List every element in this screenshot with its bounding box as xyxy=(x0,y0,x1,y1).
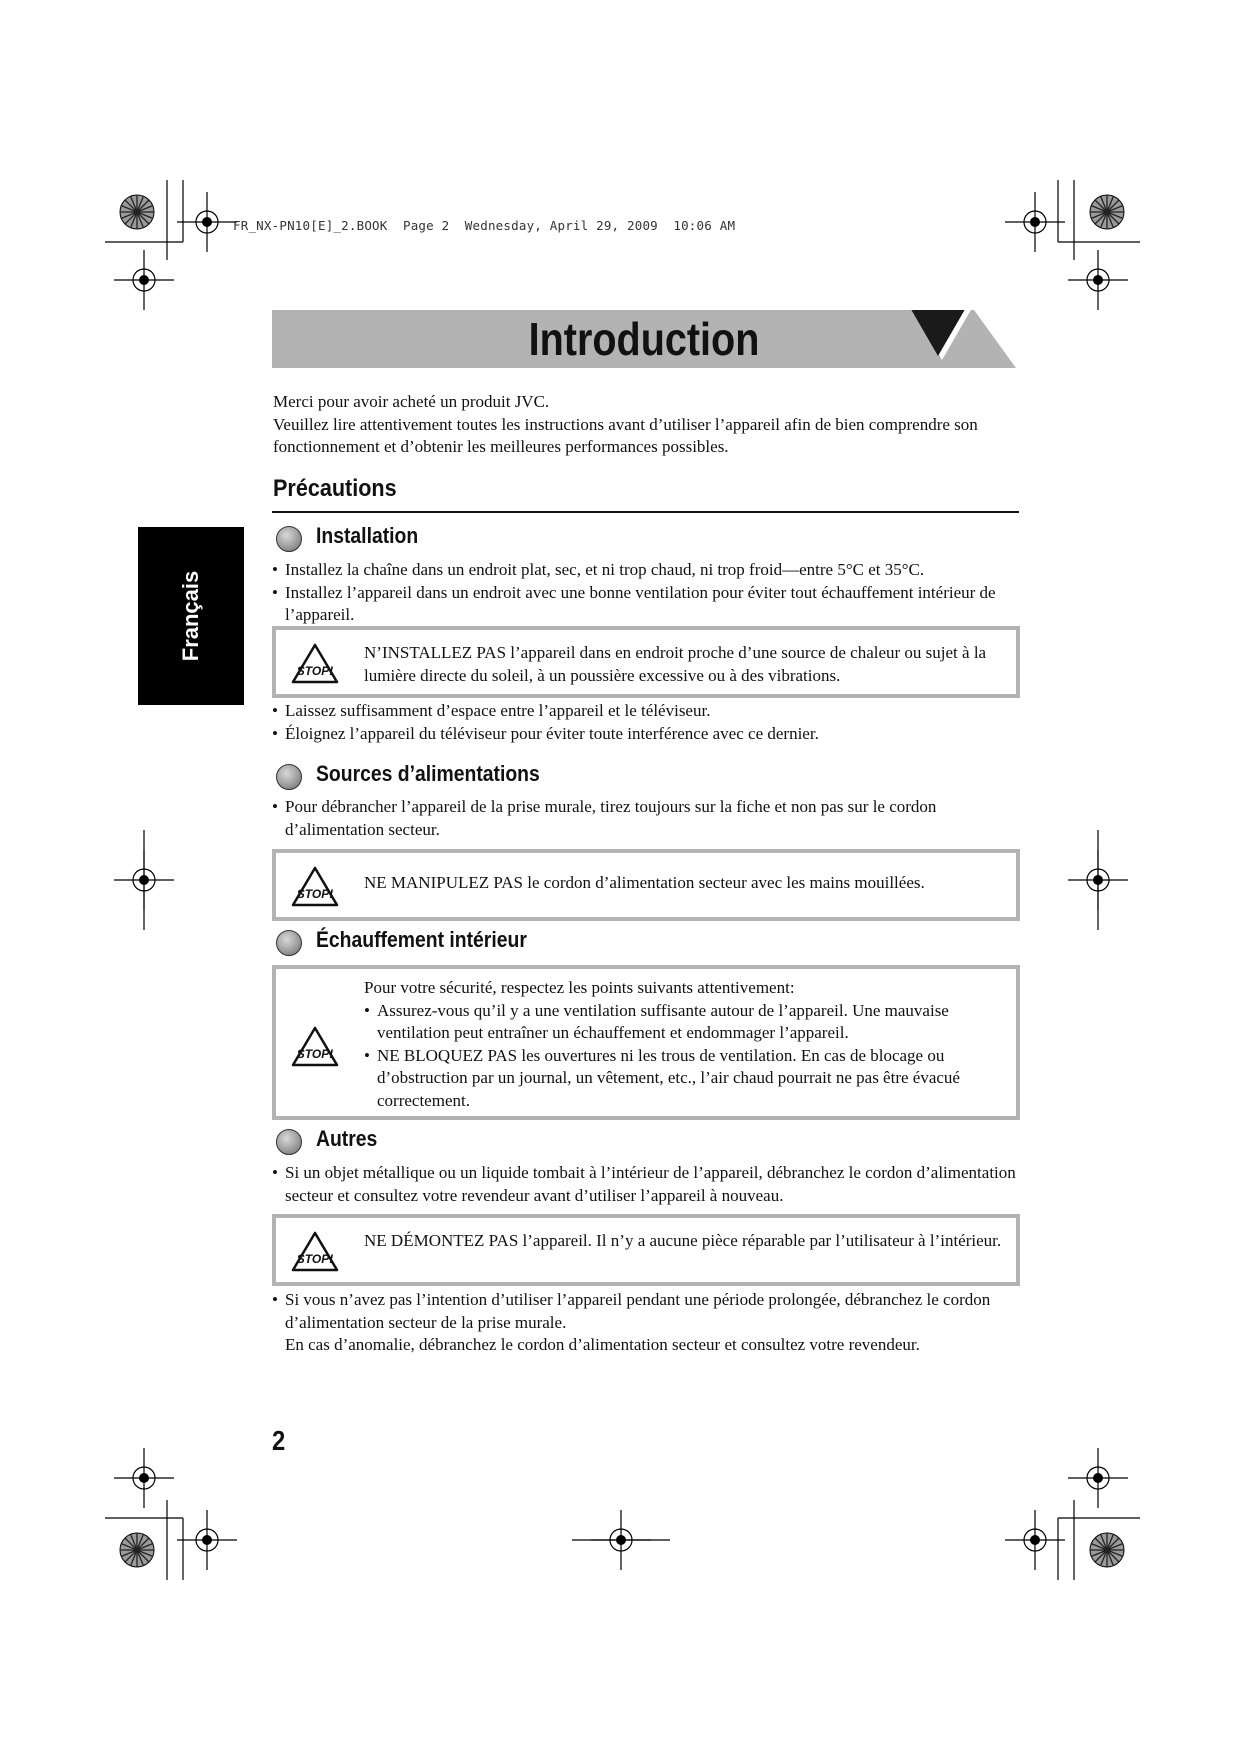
others-bullets xyxy=(272,1162,1022,1207)
power-heading-text: Sources d’alimentations xyxy=(316,761,540,786)
stop-warning-icon xyxy=(290,865,340,909)
page-title: Introduction xyxy=(528,313,760,365)
installation-heading-text: Installation xyxy=(316,523,419,548)
others-closing-note: En cas d’anomalie, débranchez le cordon d’alimentation secteur et consultez votre revendeur. xyxy=(285,1335,920,1354)
list-item: • Laissez suffisamment d’espace entre l’appareil et le téléviseur. xyxy=(272,700,1022,723)
list-item: • Éloignez l’appareil du téléviseur pour éviter toute interférence avec ce dernier. xyxy=(272,723,1022,746)
list-item: • Pour débrancher l’appareil de la prise murale, tirez toujours sur la fiche et non pas sur le cordon d’alimentation secteur. xyxy=(272,796,1022,841)
section-bullet-icon xyxy=(276,526,302,552)
file-info-header: FR_NX-PN10[E]_2.BOOK Page 2 Wednesday, April 29, 2009 10:06 AM xyxy=(233,218,736,233)
precautions-rule xyxy=(272,511,1019,513)
warning-box-others xyxy=(272,1214,1020,1286)
section-bullet-icon xyxy=(276,930,302,956)
list-item: • Assurez-vous qu’il y a une ventilation suffisante autour de l’appareil. Une mauvaise ventilation peut entraîner un échauffement et endommager l’appareil. xyxy=(364,1000,1002,1045)
page-number: 2 xyxy=(272,1425,286,1456)
warning-heat-intro: Pour votre sécurité, respectez les points suivants attentivement: xyxy=(364,978,795,997)
title-bar xyxy=(272,310,1016,368)
warning-text-heat xyxy=(364,977,1002,1112)
stop-warning-icon xyxy=(290,1025,340,1069)
section-bullet-icon xyxy=(276,1129,302,1155)
intro-line-1: Merci pour avoir acheté un produit JVC. xyxy=(273,392,550,411)
list-item: • Installez l’appareil dans un endroit avec une bonne ventilation pour éviter tout échauffement intérieur de l’appareil. xyxy=(272,582,1022,627)
warning-text-installation: N’INSTALLEZ PAS l’appareil dans en endroit proche d’une source de chaleur ou sujet à la lumière directe du soleil, à un poussière excessive ou à des vibrations. xyxy=(364,643,987,685)
precautions-heading: Précautions xyxy=(273,475,397,502)
installation-bullets-after xyxy=(272,700,1022,745)
warning-text-others: NE DÉMONTEZ PAS l’appareil. Il n’y a aucune pièce réparable par l’utilisateur à l’intérieur. xyxy=(364,1231,1002,1250)
stop-label: STOP! xyxy=(296,664,334,678)
warning-heat-bullets xyxy=(364,1000,1002,1113)
warning-box-power xyxy=(272,849,1020,921)
others-bullets-after xyxy=(272,1289,1022,1334)
list-item: • Installez la chaîne dans un endroit plat, sec, et ni trop chaud, ni trop froid—entre 5°C et 35°C. xyxy=(272,559,1022,582)
power-bullets xyxy=(272,796,1022,841)
others-heading-text: Autres xyxy=(316,1126,378,1151)
language-tab xyxy=(138,527,244,705)
list-item: • NE BLOQUEZ PAS les ouvertures ni les trous de ventilation. En cas de blocage ou d’obstruction par un journal, un vêtement, etc., l’air chaud pourrait ne pas être évacué correctement. xyxy=(364,1045,1002,1113)
stop-label: STOP! xyxy=(296,887,334,901)
section-bullet-icon xyxy=(276,764,302,790)
warning-box-installation xyxy=(272,626,1020,698)
stop-warning-icon xyxy=(290,1230,340,1274)
list-item: • Si vous n’avez pas l’intention d’utiliser l’appareil pendant une période prolongée, débranchez le cordon d’alimentation secteur de la prise murale. xyxy=(272,1289,1022,1334)
list-item: • Si un objet métallique ou un liquide tombait à l’intérieur de l’appareil, débranchez le cordon d’alimentation secteur et consultez votre revendeur avant d’utiliser l’appareil à nouveau. xyxy=(272,1162,1022,1207)
stop-label: STOP! xyxy=(296,1252,334,1266)
stop-label: STOP! xyxy=(296,1047,334,1061)
intro-paragraph xyxy=(273,391,1023,459)
installation-bullets xyxy=(272,559,1022,627)
stop-warning-icon xyxy=(290,642,340,686)
warning-text-power: NE MANIPULEZ PAS le cordon d’alimentation secteur avec les mains mouillées. xyxy=(364,873,925,892)
warning-box-heat xyxy=(272,965,1020,1120)
language-tab-label: Français xyxy=(178,570,203,662)
intro-line-2: Veuillez lire attentivement toutes les instructions avant d’utiliser l’appareil afin de bien comprendre son fonctionnement et d’obtenir les meilleures performances possibles. xyxy=(273,414,978,456)
heat-heading-text: Échauffement intérieur xyxy=(316,927,527,952)
